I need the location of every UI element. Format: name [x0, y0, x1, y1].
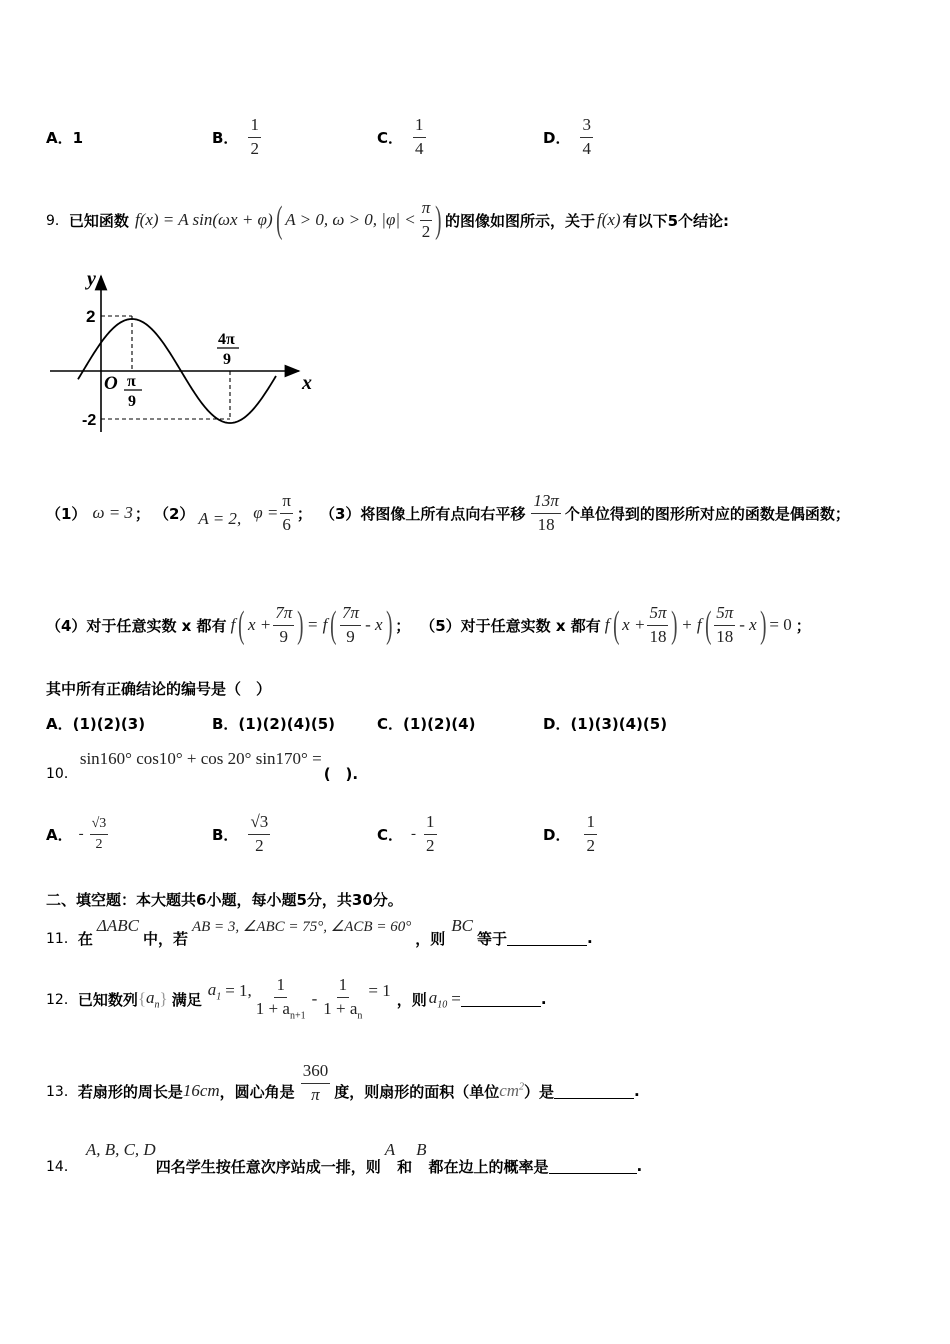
option-fraction: $\frac{1}{2}$ [586, 811, 595, 855]
q12-a1: $a_1$ [207, 979, 222, 1003]
q10-paren: ( ). [323, 764, 359, 783]
s4-label: （4）对于任意实数 x 都有 [46, 616, 227, 635]
q11-triangle: ΔABC [96, 916, 139, 935]
q14-text2: 都在边上的概率是 [428, 1157, 549, 1176]
q8-option-d [543, 100, 593, 175]
q12-eq: = [451, 989, 461, 1008]
y-max-label: 2 [86, 307, 96, 326]
s4-end: ； [395, 616, 411, 635]
q9-conclusions-1-3 [46, 478, 850, 548]
q8-option-b [212, 100, 261, 175]
answer-blank [461, 992, 541, 1007]
question-number: 9． [46, 213, 69, 229]
q8-option-a [46, 100, 83, 175]
q11-condition: AB = 3, ∠ABC = 75°, ∠ACB = 60° [191, 918, 412, 935]
q9-statement [46, 192, 729, 248]
section-heading: 二、填空题：本大题共6小题，每小题5分，共30分。 [46, 891, 403, 909]
q12-minus: - [311, 989, 318, 1008]
q10-option-b [212, 804, 270, 864]
q11-statement [46, 910, 593, 950]
q12-eq1: = 1 [368, 981, 391, 1000]
s3-tail: 个单位得到的图形所对应的函数是偶函数； [564, 504, 850, 523]
option-label: A． [46, 825, 73, 844]
q9-option-b: B．(1)(2)(4)(5) [212, 715, 336, 733]
paren: ) [671, 604, 678, 646]
option-label: C． [377, 825, 404, 844]
paren: ) [385, 604, 393, 646]
s4-x: x + [247, 615, 272, 634]
s4-frac1: $\frac{7\pi}{9}$ [275, 602, 293, 646]
paren: ( [704, 604, 712, 646]
option-label: C． [377, 129, 404, 147]
s1-sep: ； [134, 504, 150, 523]
s2-fraction: $\frac{\pi}{6}$ [282, 490, 291, 534]
q11-end: . [586, 929, 593, 947]
s4-eq: = f [306, 615, 328, 634]
q12-a1-eq: = 1, [225, 981, 252, 1000]
q13-statement [46, 1052, 640, 1114]
q10-option-c [377, 804, 437, 864]
q9-question: 其中所有正确结论的编号是（ ） [46, 680, 272, 698]
q9-after: 的图像如图所示，关于 [444, 211, 595, 230]
s5-frac1: $\frac{5\pi}{18}$ [649, 602, 667, 646]
s4-frac2: $\frac{7\pi}{9}$ [342, 602, 360, 646]
answer-blank [507, 931, 587, 946]
q9-sine-graph [44, 262, 324, 442]
q12-text2: 满足 [171, 990, 202, 1009]
q13-text1: 若扇形的周长是 [77, 1082, 183, 1101]
q14-b: B [416, 1140, 427, 1159]
q10-expression: sin160° cos10° + cos 20° sin170° = [79, 749, 322, 768]
q9-tail: 有以下5个结论: [622, 211, 729, 230]
q10-statement [46, 740, 358, 786]
q12-frac1: $\frac{1}{1 + a_{n+1}}$ [255, 975, 306, 1022]
s2-expr: A = 2 [198, 509, 237, 528]
paren: ( [238, 604, 245, 646]
s3-fraction: $\frac{13\pi}{18}$ [533, 490, 559, 534]
paren: ( [330, 604, 337, 646]
q13-text3: 度，则扇形的面积（单位 [334, 1082, 500, 1101]
q11-text3: ，则 [415, 929, 446, 948]
brace-right: } [159, 989, 168, 1008]
s5-frac2: $\frac{5\pi}{18}$ [716, 602, 734, 646]
option-label: A． [46, 129, 73, 147]
q14-names: A, B, C, D [85, 1140, 156, 1159]
answer-blank [554, 1084, 634, 1099]
q10-option-a [46, 804, 108, 864]
question-number: 14． [46, 1159, 78, 1175]
x-label: x [302, 372, 312, 394]
q11-text4: 等于 [476, 929, 507, 948]
option-fraction: $\frac{1}{2}$ [426, 811, 435, 855]
s5-end: ； [795, 616, 811, 635]
q13-text2: ，圆心角是 [219, 1082, 295, 1101]
s5-f: f [604, 615, 610, 634]
q14-statement [46, 1136, 642, 1176]
q11-text1: 在 [77, 929, 93, 948]
q12-text3: ，则 [396, 990, 427, 1009]
paren: ) [297, 604, 304, 646]
q14-end: . [636, 1157, 643, 1175]
paren: ( [612, 604, 619, 646]
q9-option-c: C．(1)(2)(4) [377, 715, 476, 733]
s5-plus: + f [681, 615, 702, 634]
option-label: D． [543, 129, 571, 147]
s5-minus: - x [739, 615, 757, 634]
q11-bc: BC [451, 916, 473, 935]
question-number: 12． [46, 992, 78, 1008]
q9-cond-fraction: $\frac{\pi}{2}$ [421, 197, 431, 241]
s4-minus: - x [365, 615, 383, 634]
paren: ) [759, 604, 767, 646]
q13-text4: ）是 [524, 1082, 555, 1101]
question-number: 10． [46, 766, 78, 782]
s3-label: （3）将图像上所有点向右平移 [319, 504, 526, 523]
q12-text1: 已知数列 [77, 990, 138, 1009]
s1-expr: ω = 3 [92, 503, 133, 522]
option-fraction: $\frac{1}{2}$ [250, 115, 259, 158]
y-min-label: -2 [82, 412, 97, 429]
q9-option-d: D．(1)(3)(4)(5) [543, 715, 668, 733]
q14-a: A [384, 1140, 396, 1159]
q9-condition: A > 0, ω > 0, |φ| < [285, 210, 416, 229]
s2-sep: , [236, 509, 242, 528]
option-fraction: $\frac{3}{4}$ [582, 115, 591, 158]
option-label: B． [212, 129, 239, 147]
s5-label: （5）对于任意实数 x 都有 [420, 616, 601, 635]
q12-frac2: $\frac{1}{1 + a_n}$ [323, 975, 363, 1022]
q14-and: 和 [397, 1157, 413, 1176]
left-paren: ( [275, 199, 283, 241]
q12-statement [46, 968, 547, 1030]
s4-f: f [230, 615, 236, 634]
question-number: 13． [46, 1084, 78, 1100]
q9-option-a: A．(1)(2)(3) [46, 715, 146, 733]
q9-fx: f(x) [596, 210, 621, 229]
q10-option-d [543, 804, 597, 864]
tick1-den: 9 [128, 393, 136, 410]
q13-perimeter: 16cm [182, 1081, 220, 1100]
option-label: D． [543, 825, 571, 844]
option-fraction: $\frac{1}{4}$ [415, 115, 424, 158]
option-fraction: $\frac{√3}{2}$ [250, 811, 269, 855]
answer-blank [549, 1159, 637, 1174]
s5-x: x + [622, 615, 646, 634]
s2-end: ； [296, 504, 312, 523]
q11-text2: 中，若 [142, 929, 188, 948]
y-label: y [87, 268, 96, 290]
right-paren: ) [435, 199, 442, 241]
s5-eq: = 0 [769, 615, 792, 634]
option-value: 1 [72, 128, 84, 147]
question-number: 11． [46, 931, 78, 947]
s2-phi: φ = [253, 503, 279, 522]
option-sign: - [411, 825, 417, 842]
brace-left: { [137, 989, 147, 1008]
q12-end: . [540, 990, 547, 1008]
q8-option-c [377, 100, 426, 175]
q14-text1: 四名学生按任意次序站成一排，则 [155, 1157, 381, 1176]
q13-unit: $cm^2$ [499, 1081, 525, 1100]
option-label: B． [212, 825, 239, 844]
q13-angle-fraction: $\frac{360}{\pi}$ [302, 1060, 329, 1104]
origin-label: O [104, 373, 118, 394]
q9-function: f(x) = A sin(ωx + φ) [134, 210, 273, 229]
s1-label: （1） [46, 504, 87, 523]
q9-intro: 已知函数 [68, 211, 129, 230]
option-fraction: $\frac{√3}{2}$ [91, 816, 107, 852]
q9-conclusions-4-5 [46, 588, 811, 662]
tick1-num: π [127, 373, 136, 390]
q13-end: . [634, 1082, 640, 1100]
option-sign: - [78, 825, 84, 842]
tick2-den: 9 [223, 351, 231, 368]
q12-seq: $a_n$ [146, 987, 160, 1011]
tick2-num: 4π [218, 331, 235, 348]
s2-label: （2） [153, 504, 195, 523]
q12-a10: $a_{10}$ [428, 987, 448, 1011]
